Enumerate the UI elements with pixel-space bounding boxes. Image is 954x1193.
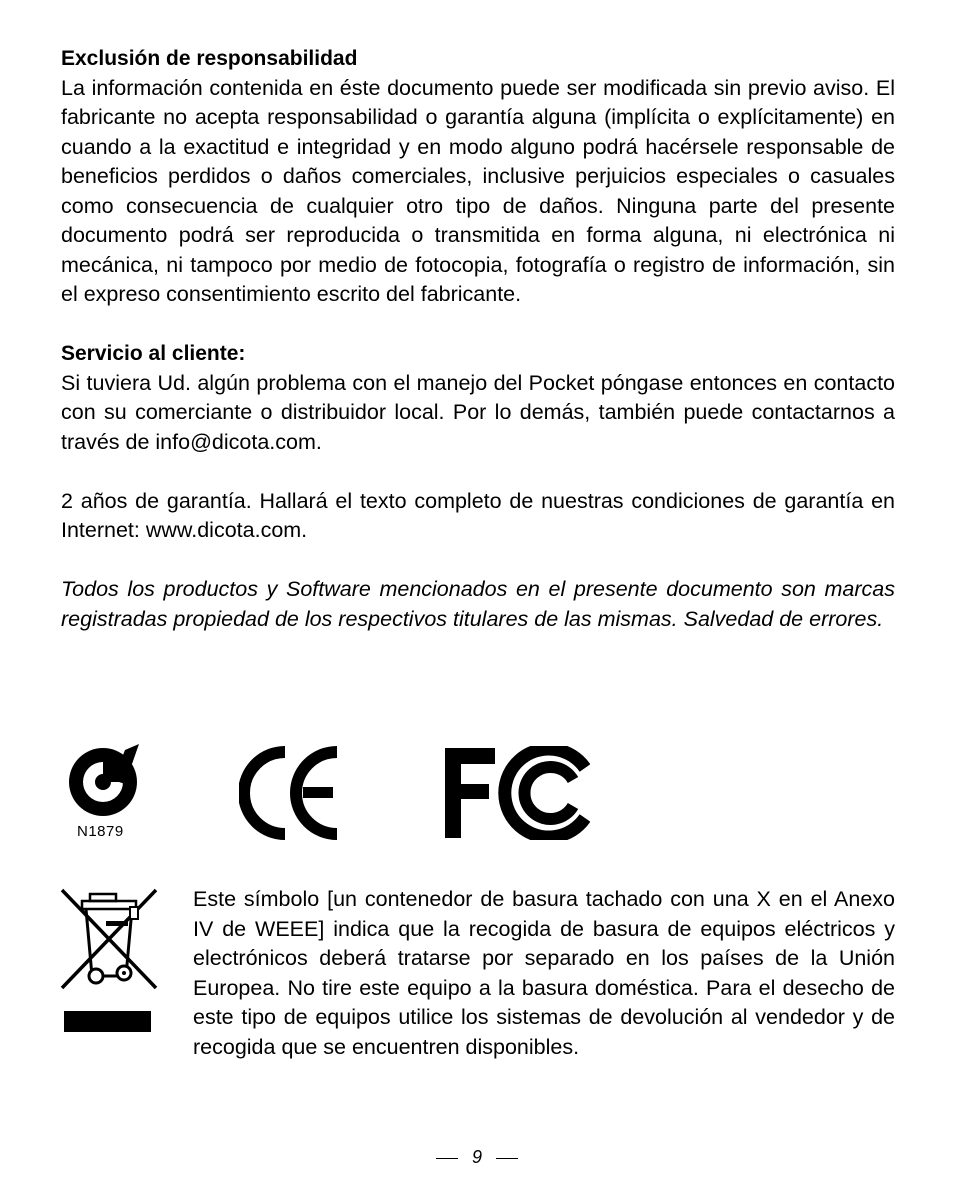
ce-mark-icon — [239, 746, 343, 840]
weee-bin-icon — [60, 888, 158, 992]
service-heading: Servicio al cliente: — [61, 342, 246, 365]
weee-black-bar — [64, 1011, 151, 1032]
page-number: 9 — [471, 1147, 482, 1167]
page-footer — [0, 1147, 954, 1168]
service-text: Si tuviera Ud. algún problema con el manejo del Pocket póngase entonces en contacto con su comerciante o distribuidor local. Por lo demás, también puede contactarnos a través de info@dicota.com. — [61, 370, 895, 454]
fcc-logo-icon — [445, 746, 590, 840]
footer-dash-left — [436, 1158, 458, 1160]
disclaimer-heading: Exclusión de responsabilidad — [61, 47, 358, 70]
weee-text: Este símbolo [un contenedor de basura tachado con una X en el Anexo IV de WEEE] indica que la recogida de basura de equipos eléctricos y electrónicos deberá tratarse por separado en los países de la Unión Europea. No tire este equipo a la basura doméstica. Para el desecho de este tipo de equipos utilice los sistemas de devolución al vendedor y de recogida que se encuentren disponibles. — [193, 887, 895, 1059]
trademarks-text: Todos los productos y Software mencionados en el presente documento son marcas registradas propiedad de los respectivos titulares de las mismas. Salvedad de errores. — [61, 577, 895, 631]
warranty-text: 2 años de garantía. Hallará el texto completo de nuestras condiciones de garantía en Internet: www.dicota.com. — [61, 488, 895, 542]
c-tick-label: N1879 — [77, 823, 124, 840]
certification-logos — [61, 740, 661, 850]
c-tick-icon — [65, 740, 143, 820]
document-body — [61, 44, 895, 634]
disclaimer-text: La información contenida en éste documento puede ser modificada sin previo aviso. El fabricante no acepta responsabilidad o garantía alguna (implícita o explícitamente) en cuando a la exactitud e integridad y en modo alguno podrá hacérsele responsable de beneficios perdidos o daños comerciales, inclusive perjuicios especiales o casuales como consecuencia de cualquier otro tipo de daños. Ninguna parte del presente documento podrá ser reproducida o transmitida en forma alguna, ni electrónica ni mecánica, ni tampoco por medio de fotocopia, fotografía o registro de información, sin el expreso consentimiento escrito del fabricante. — [61, 75, 895, 306]
footer-dash-right — [496, 1158, 518, 1160]
